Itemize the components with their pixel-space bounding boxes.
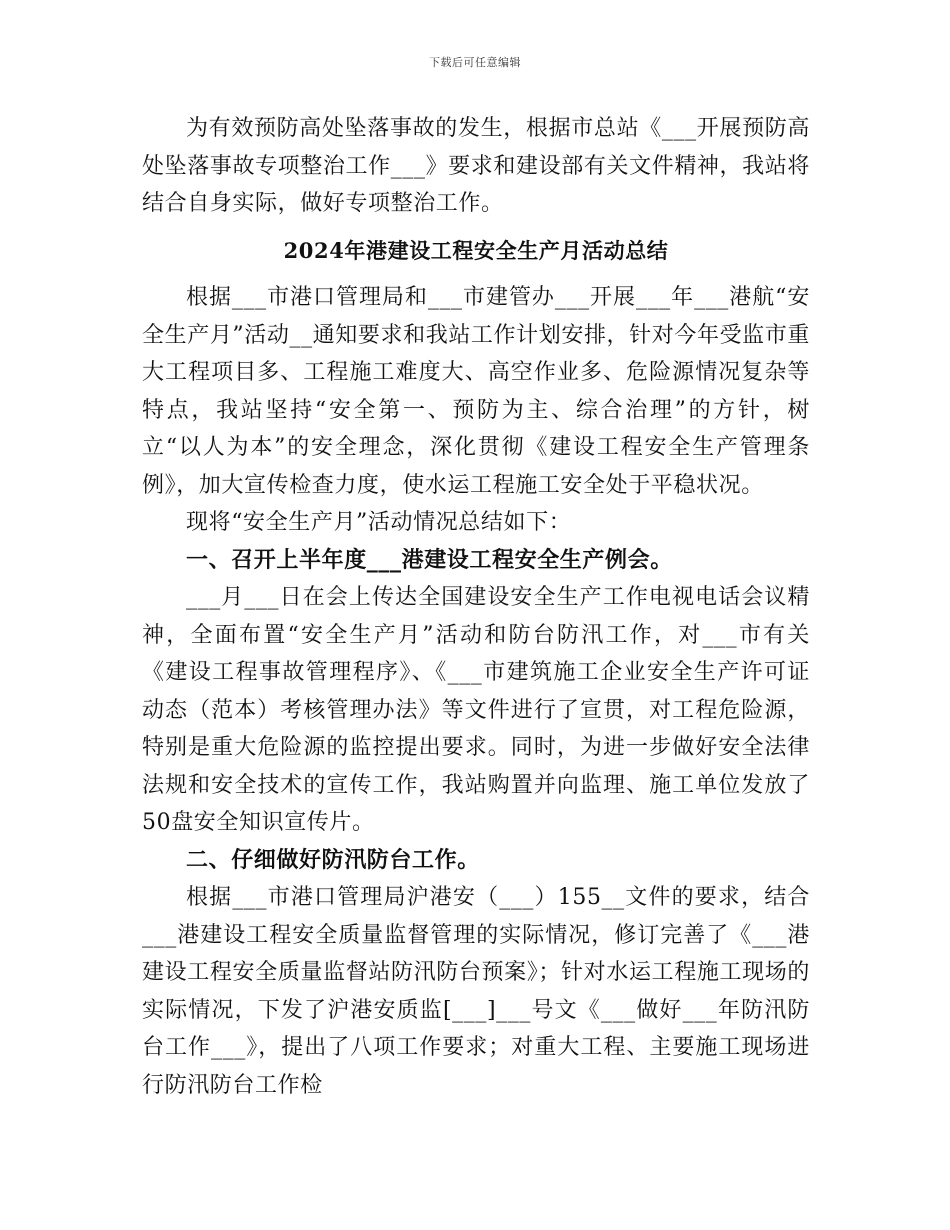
intro-paragraph: 为有效预防高处坠落事故的发生，根据市总站《___开展预防高处坠落事故专项整治工作___》要求和建设部有关文件精神，我站将结合自身实际，做好专项整治工作。 [142,116,810,216]
section-heading-1: 一、召开上半年度___港建设工程安全生产例会。 [186,546,673,573]
paragraph-basis: 根据___市港口管理局和___市建管办___开展___年___港航“安全生产月”活动__通知要求和我站工作计划安排，针对今年受监市重大工程项目多、工程施工难度大、高空作业多、危险源情况复杂等特点，我站坚持“安全第一、预防为主、综合治理”的方针，树立“以人为本”的安全理念，深化贯彻《建设工程安全生产管理条例》，加大宣传检查力度，使水运工程施工安全处于平稳状况。 [142,285,810,498]
section-heading-2: 二、仔细做好防汛防台工作。 [186,846,480,873]
paragraph-summary-lead: 现将“安全生产月”活动情况总结如下： [186,510,572,535]
page-header: 下载后可任意编辑 [429,56,521,69]
document-body [142,110,810,1104]
paragraph-meeting: ___月___日在会上传达全国建设安全生产工作电视电话会议精神，全面布置“安全生产月”活动和防台防汛工作，对___市有关《建设工程事故管理程序》、《___市建筑施工企业安全生产许可证动态（范本）考核管理办法》等文件进行了宣贯，对工程危险源，特别是重大危险源的监控提出要求。同时，为进一步做好安全法律法规和安全技术的宣传工作，我站购置并向监理、施工单位发放了50盘安全知识宣传片。 [142,585,810,835]
document-title: 2024年港建设工程安全生产月活动总结 [283,237,669,263]
paragraph-flood-prevention: 根据___市港口管理局沪港安（___）155__文件的要求，结合___港建设工程安全质量监督管理的实际情况，修订完善了《___港建设工程安全质量监督站防汛防台预案》；针对水运工程施工现场的实际情况，下发了沪港安质监[___]___号文《___做好___年防汛防台工作___》，提出了八项工作要求；对重大工程、主要施工现场进行防汛防台工作检 [142,885,810,1098]
